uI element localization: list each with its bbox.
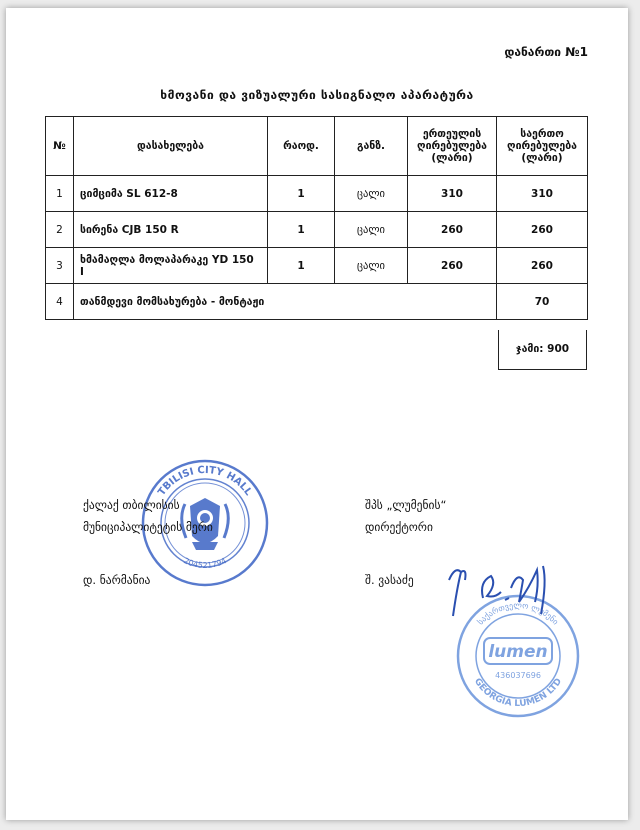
left-signatory-name: დ. ნარმანია bbox=[83, 573, 151, 587]
row-num: 2 bbox=[46, 212, 74, 248]
row-unit: ცალი bbox=[335, 248, 408, 284]
left-signatory-org: ქალაქ თბილისის bbox=[83, 498, 180, 512]
document-page bbox=[6, 8, 628, 820]
header-total-price: საერთო ღირებულება (ლარი) bbox=[497, 117, 588, 176]
items-table bbox=[45, 116, 588, 320]
header-unit-price: ერთეულის ღირებულება (ლარი) bbox=[408, 117, 497, 176]
header-num: № bbox=[46, 117, 74, 176]
table-row bbox=[46, 212, 588, 248]
lumen-ring-geo: საქართველო ლუმენი bbox=[475, 600, 561, 627]
row-total-price: 260 bbox=[497, 212, 588, 248]
row-unit: ცალი bbox=[335, 212, 408, 248]
lumen-code: 436037696 bbox=[495, 671, 541, 680]
row-name: ციმციმა SL 612-8 bbox=[74, 176, 268, 212]
left-signatory-position: მუნიციპალიტეტის მერი bbox=[83, 520, 213, 534]
document-title: ხმოვანი და ვიზუალური სასიგნალო აპარატურა bbox=[160, 88, 474, 102]
row-unit-price: 310 bbox=[408, 176, 497, 212]
right-signatory-name: შ. ვასაძე bbox=[365, 573, 414, 587]
handwritten-signature bbox=[443, 558, 553, 628]
row-total-price: 310 bbox=[497, 176, 588, 212]
sum-cell: ჯამი: 900 bbox=[498, 330, 587, 370]
city-hall-code: 204521794 bbox=[182, 556, 228, 570]
table-row bbox=[46, 176, 588, 212]
svg-text:GEORGIA LUMEN LTD bbox=[472, 677, 564, 709]
table-row bbox=[46, 248, 588, 284]
row-unit-price: 260 bbox=[408, 248, 497, 284]
row-qty: 1 bbox=[268, 248, 335, 284]
lumen-logo: lumen bbox=[488, 642, 548, 662]
row-name: სირენა CJB 150 R bbox=[74, 212, 268, 248]
row-total-price: 70 bbox=[497, 284, 588, 320]
header-unit: განზ. bbox=[335, 117, 408, 176]
row-qty: 1 bbox=[268, 176, 335, 212]
right-signatory-position: დირექტორი bbox=[365, 520, 433, 534]
table-row bbox=[46, 284, 588, 320]
city-hall-ring-text: TBILISI CITY HALL bbox=[156, 464, 254, 498]
table-header-row bbox=[46, 117, 588, 176]
row-unit: ცალი bbox=[335, 176, 408, 212]
header-name: დასახელება bbox=[74, 117, 268, 176]
row-num: 3 bbox=[46, 248, 74, 284]
row-total-price: 260 bbox=[497, 248, 588, 284]
row-num: 1 bbox=[46, 176, 74, 212]
row-num: 4 bbox=[46, 284, 74, 320]
svg-text:204521794 bbox=[182, 556, 228, 570]
right-signatory-org: შპს „ლუმენის“ bbox=[365, 498, 447, 512]
row-name: თანმდევი მომსახურება - მონტაჟი bbox=[74, 284, 497, 320]
header-qty: რაოდ. bbox=[268, 117, 335, 176]
row-qty: 1 bbox=[268, 212, 335, 248]
annex-label: დანართი №1 bbox=[504, 45, 588, 59]
row-name: ხმამაღლა მოლაპარაკე YD 150 I bbox=[74, 248, 268, 284]
row-unit-price: 260 bbox=[408, 212, 497, 248]
lumen-ring-text: GEORGIA LUMEN LTD bbox=[471, 676, 565, 710]
